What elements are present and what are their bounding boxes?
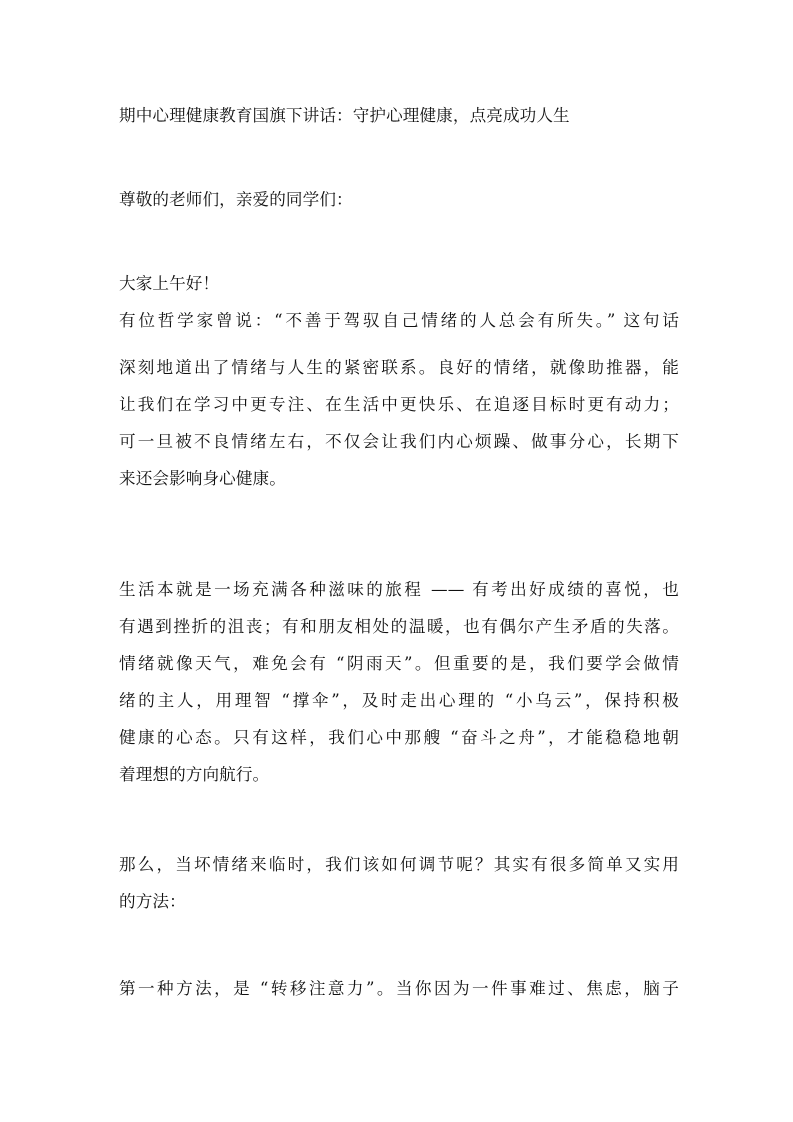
paragraph-2-line-3: 情绪就像天气，难免会有 “阴雨天”。但重要的是，我们要学会做情	[119, 654, 679, 673]
paragraph-4-line-1: 第一种方法，是 “转移注意力”。当你因为一件事难过、焦虑，脑子	[119, 979, 679, 998]
greeting-line: 尊敬的老师们，亲爱的同学们：	[119, 190, 353, 209]
paragraph-2-line-4: 绪的主人，用理智 “撑伞”，及时走出心理的 “小乌云”，保持积极	[119, 691, 679, 710]
paragraph-1-line-1: 有位哲学家曾说：“不善于驾驭自己情绪的人总会有所失。” 这句话	[119, 311, 679, 330]
paragraph-2-line-1: 生活本就是一场充满各种滋味的旅程 —— 有考出好成绩的喜悦，也	[119, 580, 679, 599]
paragraph-3-line-1: 那么，当坏情绪来临时，我们该如何调节呢？其实有很多简单又实用	[119, 855, 679, 874]
paragraph-1-line-2: 深刻地道出了情绪与人生的紧密联系。良好的情绪，就像助推器，能	[119, 358, 679, 377]
document-title: 期中心理健康教育国旗下讲话：守护心理健康，点亮成功人生	[119, 106, 570, 125]
paragraph-1-line-5: 来还会影响身心健康。	[119, 469, 286, 488]
paragraph-1-line-4: 可一旦被不良情绪左右，不仅会让我们内心烦躁、做事分心，长期下	[119, 432, 679, 451]
paragraph-2-line-6: 着理想的方向航行。	[119, 765, 270, 784]
paragraph-2-line-5: 健康的心态。只有这样，我们心中那艘 “奋斗之舟”，才能稳稳地朝	[119, 728, 679, 747]
salutation-line: 大家上午好！	[119, 274, 220, 293]
paragraph-1-line-3: 让我们在学习中更专注、在生活中更快乐、在追逐目标时更有动力；	[119, 395, 679, 414]
paragraph-3-line-2: 的方法：	[119, 892, 186, 911]
paragraph-2-line-2: 有遇到挫折的沮丧；有和朋友相处的温暖，也有偶尔产生矛盾的失落。	[119, 617, 679, 636]
